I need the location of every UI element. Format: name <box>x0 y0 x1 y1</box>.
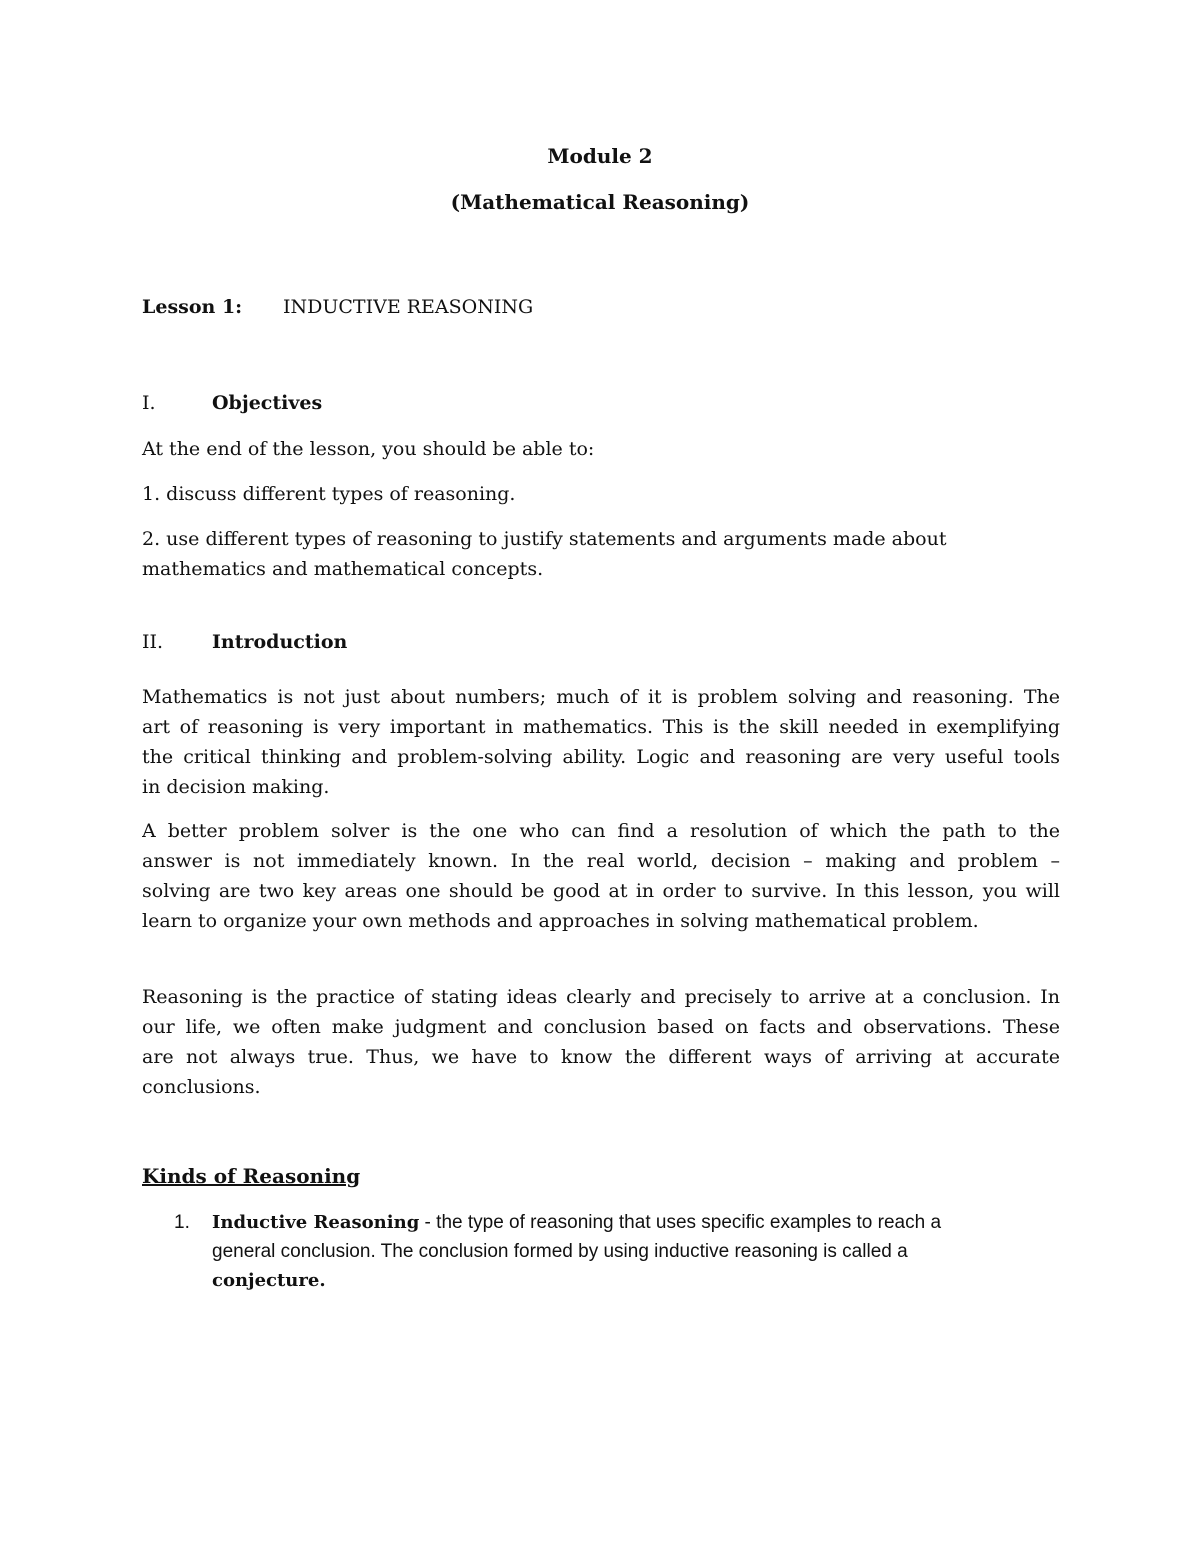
objective-item-2-line-1: 2. use different types of reasoning to justify statements and arguments made about <box>142 528 947 550</box>
intro-p1-line: art of reasoning is very important in mathematics. This is the skill needed in exemplifying <box>142 716 1060 738</box>
kinds-item-1-line-2: general conclusion. The conclusion formed by using inductive reasoning is called a <box>212 1241 908 1262</box>
intro-p2-line: solving are two key areas one should be good at in order to survive. In this lesson, you will <box>142 880 1060 902</box>
lesson-title: INDUCTIVE REASONING <box>283 296 534 318</box>
objectives-heading: Objectives <box>212 392 323 414</box>
intro-p3-line: our life, we often make judgment and conclusion based on facts and observations. These <box>142 1016 1060 1038</box>
kinds-item-1-term: Inductive Reasoning <box>212 1212 420 1233</box>
intro-p3-line: Reasoning is the practice of stating ideas clearly and precisely to arrive at a conclusion. In <box>142 986 1060 1008</box>
intro-p2-line: A better problem solver is the one who can find a resolution of which the path to the <box>142 820 1060 842</box>
kinds-item-1-line-3: conjecture. <box>212 1270 326 1291</box>
intro-p1-line: the critical thinking and problem-solving ability. Logic and reasoning are very useful tools <box>142 746 1060 768</box>
intro-paragraph-3 <box>142 982 1060 1102</box>
intro-p2-line: learn to organize your own methods and approaches in solving mathematical problem. <box>142 910 979 932</box>
intro-paragraph-1 <box>142 682 1060 802</box>
objective-item-2-line-2: mathematics and mathematical concepts. <box>142 558 544 580</box>
kinds-item-1-number: 1. <box>174 1212 190 1233</box>
kinds-heading: Kinds of Reasoning <box>142 1164 361 1188</box>
module-title: Module 2 <box>547 144 653 168</box>
introduction-numeral: II. <box>142 631 164 653</box>
kinds-item-1-line-1 <box>212 1208 941 1237</box>
intro-p1-line: Mathematics is not just about numbers; much of it is problem solving and reasoning. The <box>142 686 1060 708</box>
lesson-label: Lesson 1: <box>142 296 243 318</box>
intro-p3-line: are not always true. Thus, we have to know the different ways of arriving at accurate <box>142 1046 1060 1068</box>
kinds-item-1-definition: - the type of reasoning that uses specific examples to reach a <box>419 1212 942 1233</box>
module-subtitle: (Mathematical Reasoning) <box>450 190 750 214</box>
objectives-intro: At the end of the lesson, you should be able to: <box>142 438 595 460</box>
intro-p3-line: conclusions. <box>142 1076 261 1098</box>
intro-p1-line: in decision making. <box>142 776 330 798</box>
intro-p2-line: answer is not immediately known. In the real world, decision – making and problem – <box>142 850 1060 872</box>
intro-paragraph-2 <box>142 816 1060 936</box>
objective-item-1: 1. discuss different types of reasoning. <box>142 483 516 505</box>
objectives-numeral: I. <box>142 392 156 414</box>
introduction-heading: Introduction <box>212 631 348 653</box>
